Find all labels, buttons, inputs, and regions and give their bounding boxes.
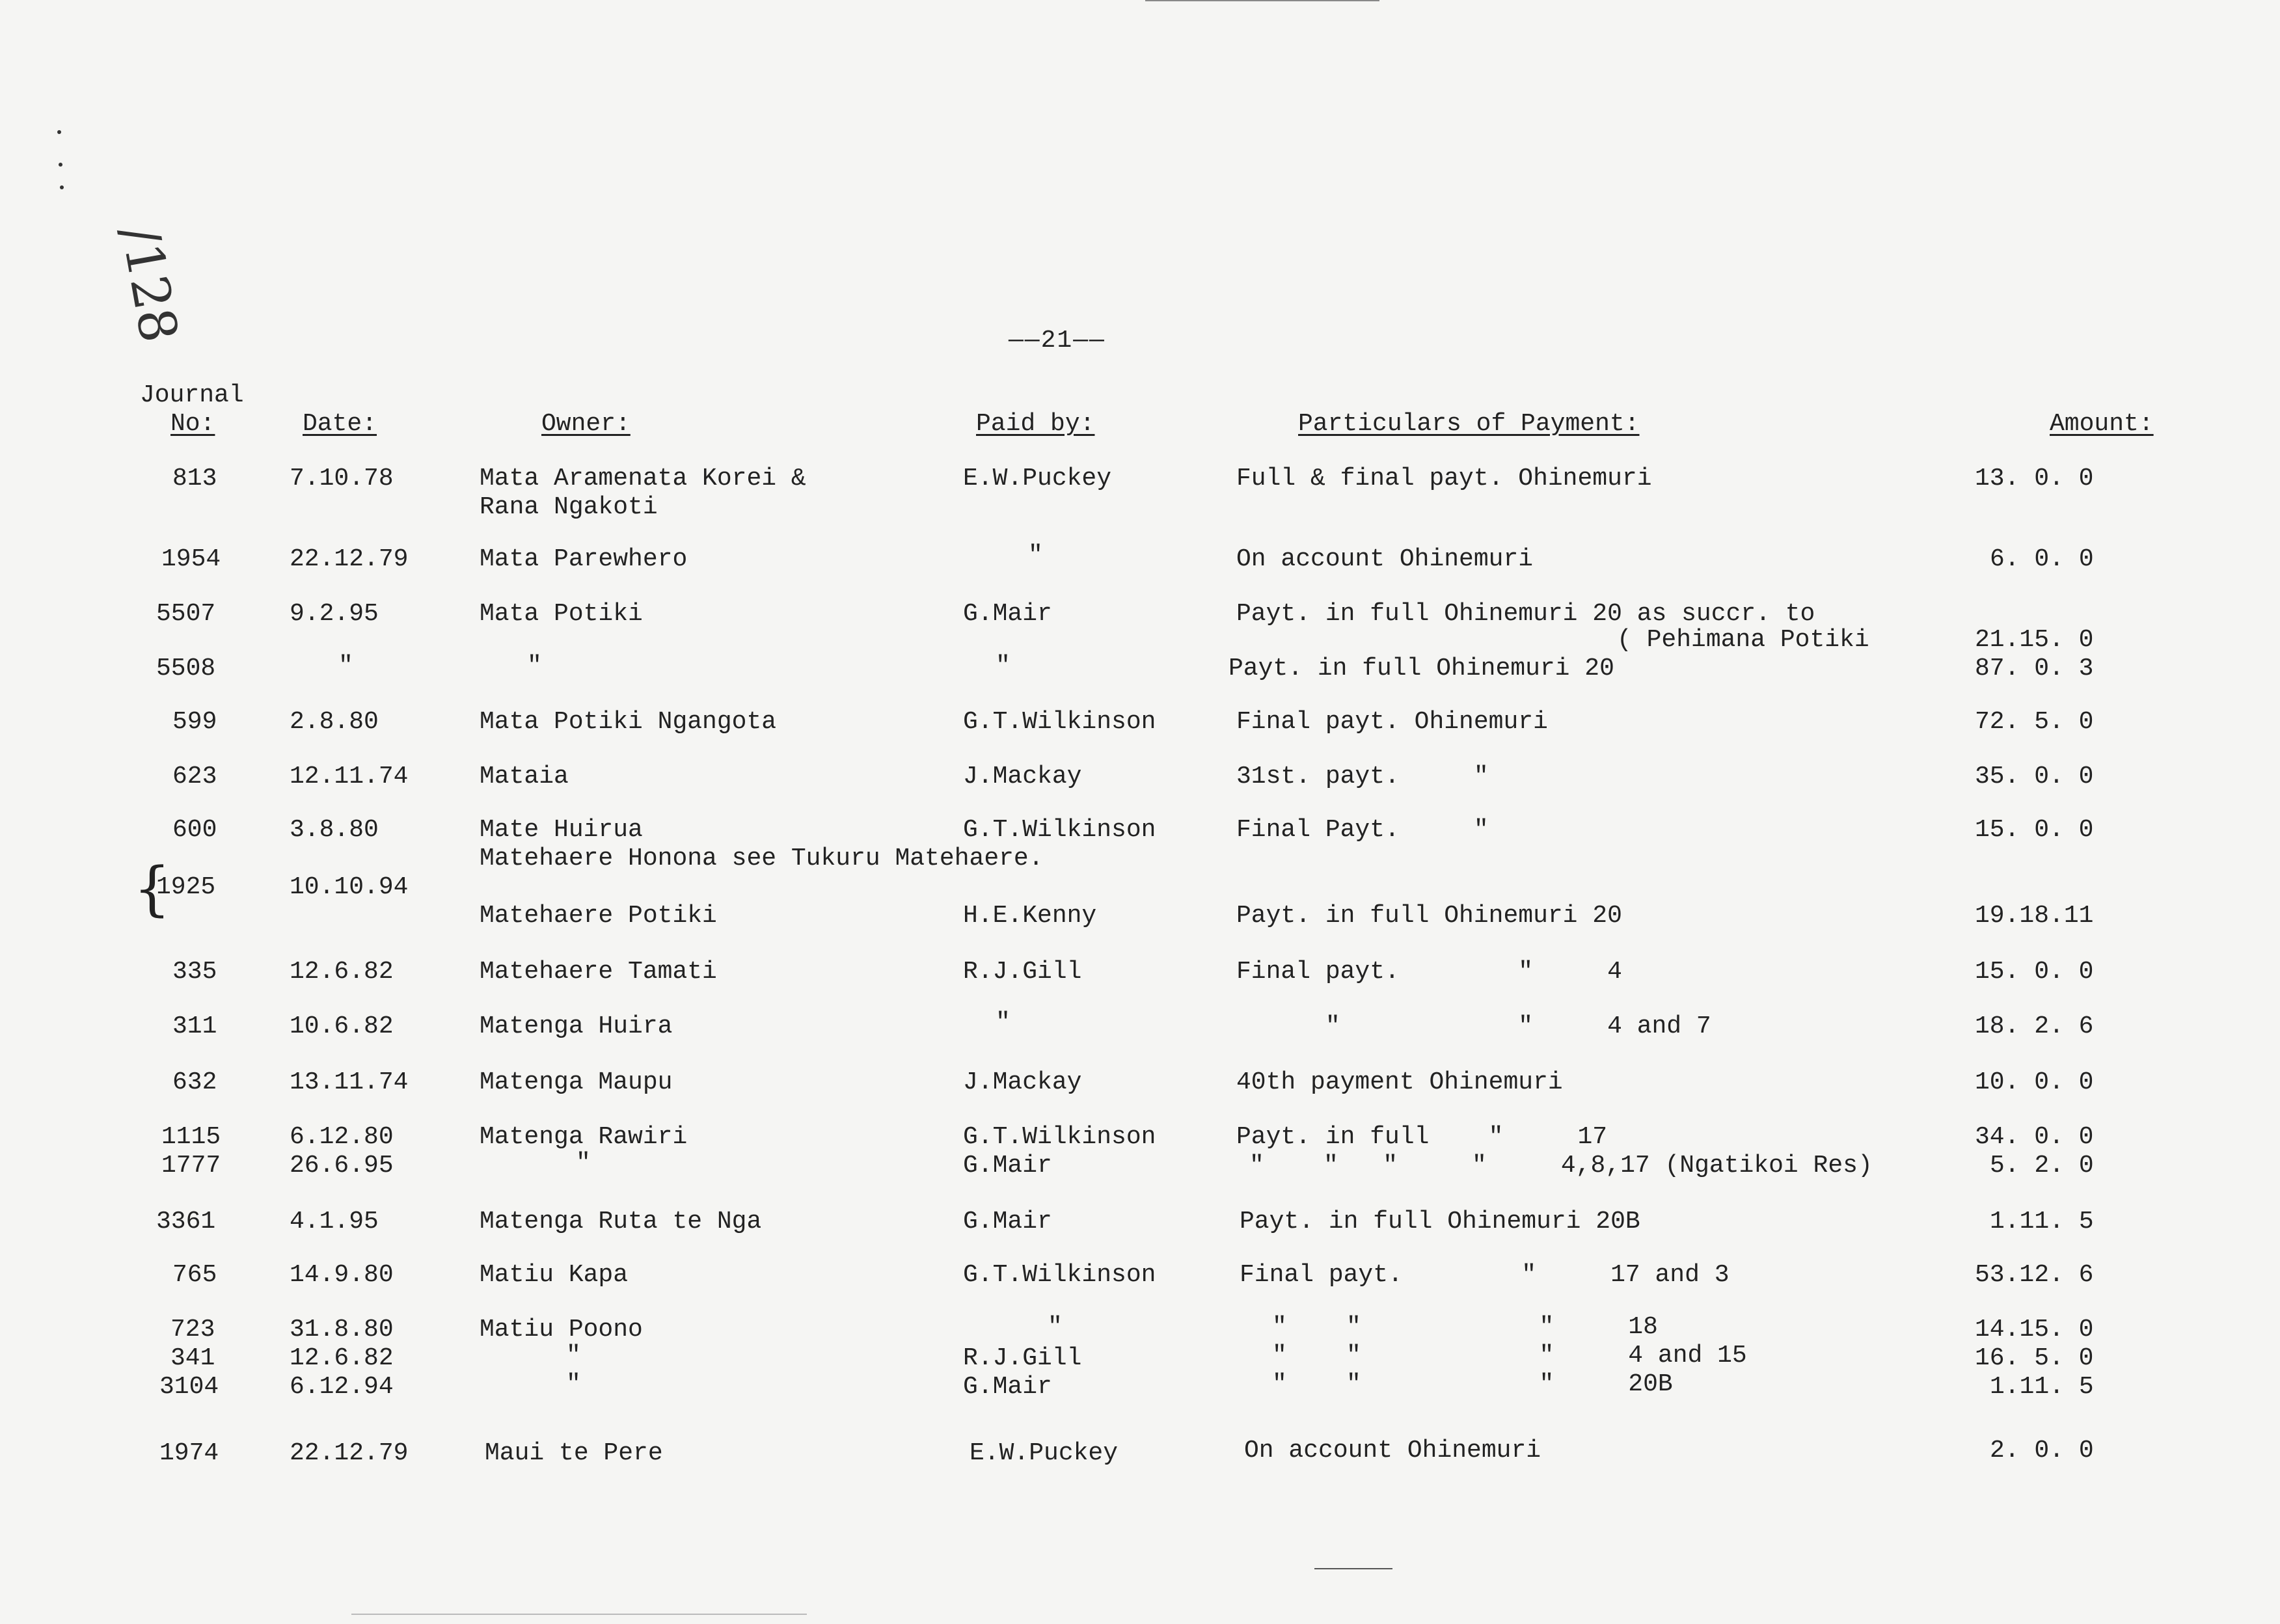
amount: 15. 0. 0 xyxy=(1975,958,2094,986)
paid-by: G.T.Wilkinson xyxy=(963,708,1156,736)
handwritten-margin-note: /128 xyxy=(109,221,190,347)
paid-by: " xyxy=(996,652,1011,680)
owner: Matenga Maupu xyxy=(480,1068,673,1096)
paid-by: G.T.Wilkinson xyxy=(963,1261,1156,1289)
owner: Matehaere Tamati xyxy=(480,958,717,986)
date: 2.8.80 xyxy=(290,708,379,736)
particulars: On account Ohinemuri xyxy=(1236,545,1534,573)
journal-no: 341 xyxy=(170,1344,215,1372)
amount: 2. 0. 0 xyxy=(1990,1437,2094,1465)
date: 14.9.80 xyxy=(290,1261,394,1289)
journal-no: 1974 xyxy=(159,1439,219,1467)
particulars: Final payt. " 4 xyxy=(1236,958,1622,986)
journal-no: 335 xyxy=(172,958,217,986)
journal-no: 311 xyxy=(172,1012,217,1040)
amount: 34. 0. 0 xyxy=(1975,1123,2094,1151)
header-particulars: Particulars of Payment: xyxy=(1298,410,1640,438)
journal-no: 1925 xyxy=(156,873,216,901)
date: 9.2.95 xyxy=(290,600,379,628)
owner: Maui te Pere xyxy=(485,1439,663,1467)
bracket-mark: { xyxy=(133,855,171,923)
journal-no: 600 xyxy=(172,816,217,844)
header-paid-by: Paid by: xyxy=(976,410,1095,438)
particulars: " " " " 4,8,17 (Ngatikoi Res) xyxy=(1249,1152,1873,1180)
date: 22.12.79 xyxy=(290,1439,409,1467)
date: 10.10.94 xyxy=(290,873,409,901)
page-number: ——21—— xyxy=(1009,327,1106,355)
amount: 10. 0. 0 xyxy=(1975,1068,2094,1096)
amount: 87. 0. 3 xyxy=(1975,655,2094,683)
date: 26.6.95 xyxy=(290,1152,394,1180)
particulars: " " " 4 and 15 xyxy=(1272,1342,1747,1370)
owner: Matehaere Potiki xyxy=(480,902,717,930)
owner: Mata Aramenata Korei & xyxy=(480,465,806,493)
journal-no: 765 xyxy=(172,1261,217,1289)
amount: 16. 5. 0 xyxy=(1975,1344,2094,1372)
bottom-mark xyxy=(1314,1568,1392,1569)
header-journal-no: No: xyxy=(170,410,215,438)
particulars: 40th payment Ohinemuri xyxy=(1236,1068,1563,1096)
particulars: Full & final payt. Ohinemuri xyxy=(1236,465,1652,493)
amount: 14.15. 0 xyxy=(1975,1316,2094,1344)
amount: 19.18.11 xyxy=(1975,902,2094,930)
particulars: " " " 18 xyxy=(1272,1313,1658,1341)
cross-reference: Matehaere Honona see Tukuru Matehaere. xyxy=(480,845,1044,873)
paid-by: G.Mair xyxy=(963,1373,1052,1401)
journal-no: 1954 xyxy=(161,545,221,573)
date: 12.11.74 xyxy=(290,763,409,791)
journal-no: 723 xyxy=(170,1316,215,1344)
margin-dot xyxy=(59,163,62,167)
particulars: 31st. payt. " xyxy=(1236,763,1489,791)
journal-no: 3104 xyxy=(159,1373,219,1401)
owner: Mate Huirua xyxy=(480,816,643,844)
paid-by: J.Mackay xyxy=(963,763,1082,791)
particulars: Final payt. " 17 and 3 xyxy=(1240,1261,1730,1289)
journal-no: 599 xyxy=(172,708,217,736)
particulars: Payt. in full Ohinemuri 20B xyxy=(1240,1208,1640,1236)
paid-by: " xyxy=(1028,541,1043,569)
paid-by: " xyxy=(996,1008,1011,1036)
header-owner: Owner: xyxy=(541,410,631,438)
header-journal-line1: Journal xyxy=(140,381,244,409)
amount: 53.12. 6 xyxy=(1975,1261,2094,1289)
date: 7.10.78 xyxy=(290,465,394,493)
date: " xyxy=(338,652,353,680)
particulars-continued: ( Pehimana Potiki xyxy=(1617,626,1869,654)
top-edge-mark xyxy=(1145,0,1379,1)
owner: Mata Potiki xyxy=(480,600,643,628)
paid-by: E.W.Puckey xyxy=(963,465,1112,493)
owner: Matenga Rawiri xyxy=(480,1123,688,1151)
particulars: Payt. in full " 17 xyxy=(1236,1123,1608,1151)
paid-by: " xyxy=(1048,1313,1063,1341)
margin-dot xyxy=(57,130,61,134)
particulars: On account Ohinemuri xyxy=(1244,1437,1541,1465)
amount: 18. 2. 6 xyxy=(1975,1012,2094,1040)
owner: Mataia xyxy=(480,763,569,791)
owner: Matiu Poono xyxy=(480,1316,643,1344)
journal-no: 5507 xyxy=(156,600,216,628)
paid-by: G.Mair xyxy=(963,1152,1052,1180)
amount: 15. 0. 0 xyxy=(1975,816,2094,844)
journal-no: 5508 xyxy=(156,655,216,683)
amount: 6. 0. 0 xyxy=(1990,545,2094,573)
journal-no: 623 xyxy=(172,763,217,791)
particulars: Final payt. Ohinemuri xyxy=(1236,708,1548,736)
journal-no: 813 xyxy=(172,465,217,493)
date: 3.8.80 xyxy=(290,816,379,844)
particulars: Payt. in full Ohinemuri 20 xyxy=(1236,902,1622,930)
margin-dot xyxy=(60,185,64,189)
particulars: " " " 20B xyxy=(1272,1370,1673,1398)
paid-by: E.W.Puckey xyxy=(970,1439,1119,1467)
owner: Matenga Huira xyxy=(480,1012,673,1040)
paid-by: J.Mackay xyxy=(963,1068,1082,1096)
journal-no: 1777 xyxy=(161,1152,221,1180)
paid-by: R.J.Gill xyxy=(963,958,1082,986)
amount: 1.11. 5 xyxy=(1990,1373,2094,1401)
owner: Mata Potiki Ngangota xyxy=(480,708,777,736)
owner: " xyxy=(566,1342,581,1370)
header-date: Date: xyxy=(303,410,377,438)
date: 12.6.82 xyxy=(290,958,394,986)
owner: Matenga Ruta te Nga xyxy=(480,1208,762,1236)
paid-by: G.Mair xyxy=(963,1208,1052,1236)
journal-no: 632 xyxy=(172,1068,217,1096)
owner: Matiu Kapa xyxy=(480,1261,629,1289)
header-amount: Amount: xyxy=(2050,410,2154,438)
owner: Mata Parewhero xyxy=(480,545,688,573)
paid-by: R.J.Gill xyxy=(963,1344,1082,1372)
date: 6.12.80 xyxy=(290,1123,394,1151)
date: 10.6.82 xyxy=(290,1012,394,1040)
date: 31.8.80 xyxy=(290,1316,394,1344)
amount: 21.15. 0 xyxy=(1975,626,2094,654)
bottom-edge-mark xyxy=(351,1614,807,1615)
owner: " xyxy=(566,1370,581,1398)
date: 22.12.79 xyxy=(290,545,409,573)
paid-by: G.T.Wilkinson xyxy=(963,1123,1156,1151)
date: 6.12.94 xyxy=(290,1373,394,1401)
paid-by: H.E.Kenny xyxy=(963,902,1097,930)
owner: " xyxy=(576,1149,591,1177)
amount: 35. 0. 0 xyxy=(1975,763,2094,791)
journal-no: 1115 xyxy=(161,1123,221,1151)
date: 12.6.82 xyxy=(290,1344,394,1372)
amount: 13. 0. 0 xyxy=(1975,465,2094,493)
amount: 72. 5. 0 xyxy=(1975,708,2094,736)
paid-by: G.Mair xyxy=(963,600,1052,628)
amount: 1.11. 5 xyxy=(1990,1208,2094,1236)
date: 13.11.74 xyxy=(290,1068,409,1096)
journal-no: 3361 xyxy=(156,1208,216,1236)
paid-by: G.T.Wilkinson xyxy=(963,816,1156,844)
date: 4.1.95 xyxy=(290,1208,379,1236)
particulars: Payt. in full Ohinemuri 20 as succr. to xyxy=(1236,600,1815,628)
owner: " xyxy=(527,652,542,680)
particulars: Final Payt. " xyxy=(1236,816,1489,844)
particulars: " " 4 and 7 xyxy=(1236,1012,1711,1040)
owner-continued: Rana Ngakoti xyxy=(480,493,658,521)
amount: 5. 2. 0 xyxy=(1990,1152,2094,1180)
particulars: Payt. in full Ohinemuri 20 xyxy=(1228,655,1614,683)
